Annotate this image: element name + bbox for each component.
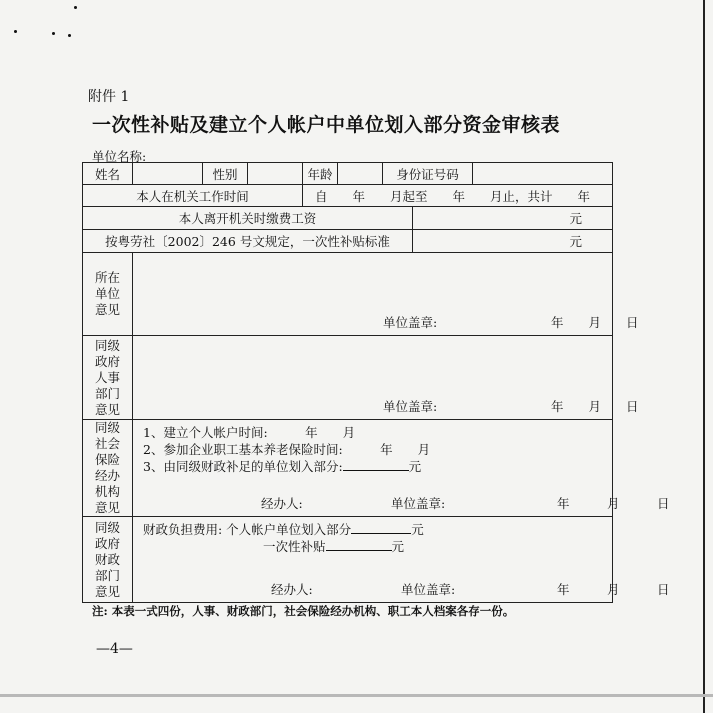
page-number: —4— [96, 641, 133, 657]
finance-opinion-area [133, 517, 670, 603]
page-title: 一次性补贴及建立个人帐户中单位划入部分资金审核表 [92, 114, 561, 136]
row-subsidy-standard [83, 230, 613, 253]
finance-line-1 [143, 521, 424, 538]
gender-label: 性别 [203, 163, 248, 185]
social-item-3-unit: 元 [408, 459, 422, 474]
finance-seal-date: 年 月 日 [557, 582, 670, 597]
scan-speck [14, 30, 17, 33]
id-number-label: 身份证号码 [383, 163, 473, 185]
finance-opinion-side-label [83, 517, 133, 603]
unit-opinion-area [133, 253, 639, 336]
personnel-opinion-area [133, 336, 639, 420]
section-unit-opinion [83, 253, 613, 336]
blank-line [343, 458, 409, 471]
gender-value-cell [248, 163, 303, 185]
unit-name-label: 单位名称: [92, 149, 147, 164]
finance-line-1-text: 财政负担费用: 个人帐户单位划入部分 [143, 522, 352, 537]
unit-opinion-side-label [83, 253, 133, 336]
audit-form-table [82, 162, 670, 603]
social-seal-date: 年 月 日 [557, 496, 670, 511]
scan-speck [52, 32, 55, 35]
row-service-time [83, 185, 613, 207]
name-value-cell [133, 163, 203, 185]
salary-label: 本人离开机关时缴费工资 [83, 207, 413, 230]
finance-line-2-unit: 元 [391, 539, 405, 554]
finance-handler-label: 经办人: [271, 582, 313, 597]
personnel-opinion-side-text: 同级政府人事部门意见 [94, 337, 120, 417]
subsidy-standard-label: 按粤劳社〔2002〕246 号文规定，一次性补贴标准 [83, 230, 413, 253]
scan-speck [74, 6, 77, 9]
finance-line-2 [143, 538, 424, 555]
finance-seal-label: 单位盖章: [401, 582, 456, 597]
scan-edge-right [703, 0, 705, 713]
salary-unit: 元 [413, 207, 613, 230]
finance-line-1-unit: 元 [411, 522, 424, 537]
section-personnel-opinion [83, 336, 613, 420]
scan-speck [68, 34, 71, 37]
social-opinion-area [133, 420, 670, 517]
section-social-insurance-opinion [83, 420, 613, 517]
blank-line [351, 521, 411, 534]
unit-seal-label: 单位盖章: [383, 315, 438, 330]
service-time-label: 本人在机关工作时间 [83, 185, 303, 207]
name-label: 姓名 [83, 163, 133, 185]
row-salary [83, 207, 613, 230]
scan-edge-bottom [0, 694, 713, 697]
social-opinion-side-label [83, 420, 133, 517]
age-label: 年龄 [303, 163, 338, 185]
social-items [143, 424, 430, 475]
id-number-value-cell [473, 163, 613, 185]
footnote: 注: 本表一式四份，人事、财政部门，社会保险经办机构、职工本人档案各存一份。 [92, 604, 515, 618]
section-finance-opinion [83, 517, 613, 603]
social-item-2: 2、参加企业职工基本养老保险时间: 年 月 [143, 442, 431, 457]
unit-seal-date: 年 月 日 [551, 315, 639, 330]
finance-items [143, 521, 424, 555]
social-opinion-side-text: 同级社会保险经办机构意见 [94, 420, 120, 515]
attachment-label: 附件 1 [88, 89, 130, 105]
personnel-seal-label: 单位盖章: [383, 399, 438, 414]
service-time-text: 自 年 月起至 年 月止，共计 年 [303, 185, 613, 207]
subsidy-standard-unit: 元 [413, 230, 613, 253]
personnel-opinion-side-label [83, 336, 133, 420]
blank-line [326, 538, 392, 551]
social-seal-label: 单位盖章: [391, 496, 446, 511]
finance-opinion-side-text: 同级政府财政部门意见 [94, 519, 120, 599]
personnel-seal-date: 年 月 日 [551, 399, 639, 414]
row-personal-info [83, 163, 613, 185]
finance-line-2-text: 一次性补贴 [263, 539, 326, 554]
social-item-3-text: 3、由同级财政补足的单位划入部分: [143, 459, 343, 474]
social-handler-label: 经办人: [261, 496, 303, 511]
age-value-cell [338, 163, 383, 185]
social-item-3 [143, 458, 430, 475]
unit-opinion-side-text: 所在单位意见 [94, 270, 120, 317]
social-item-1: 1、建立个人帐户时间: 年 月 [143, 425, 356, 440]
